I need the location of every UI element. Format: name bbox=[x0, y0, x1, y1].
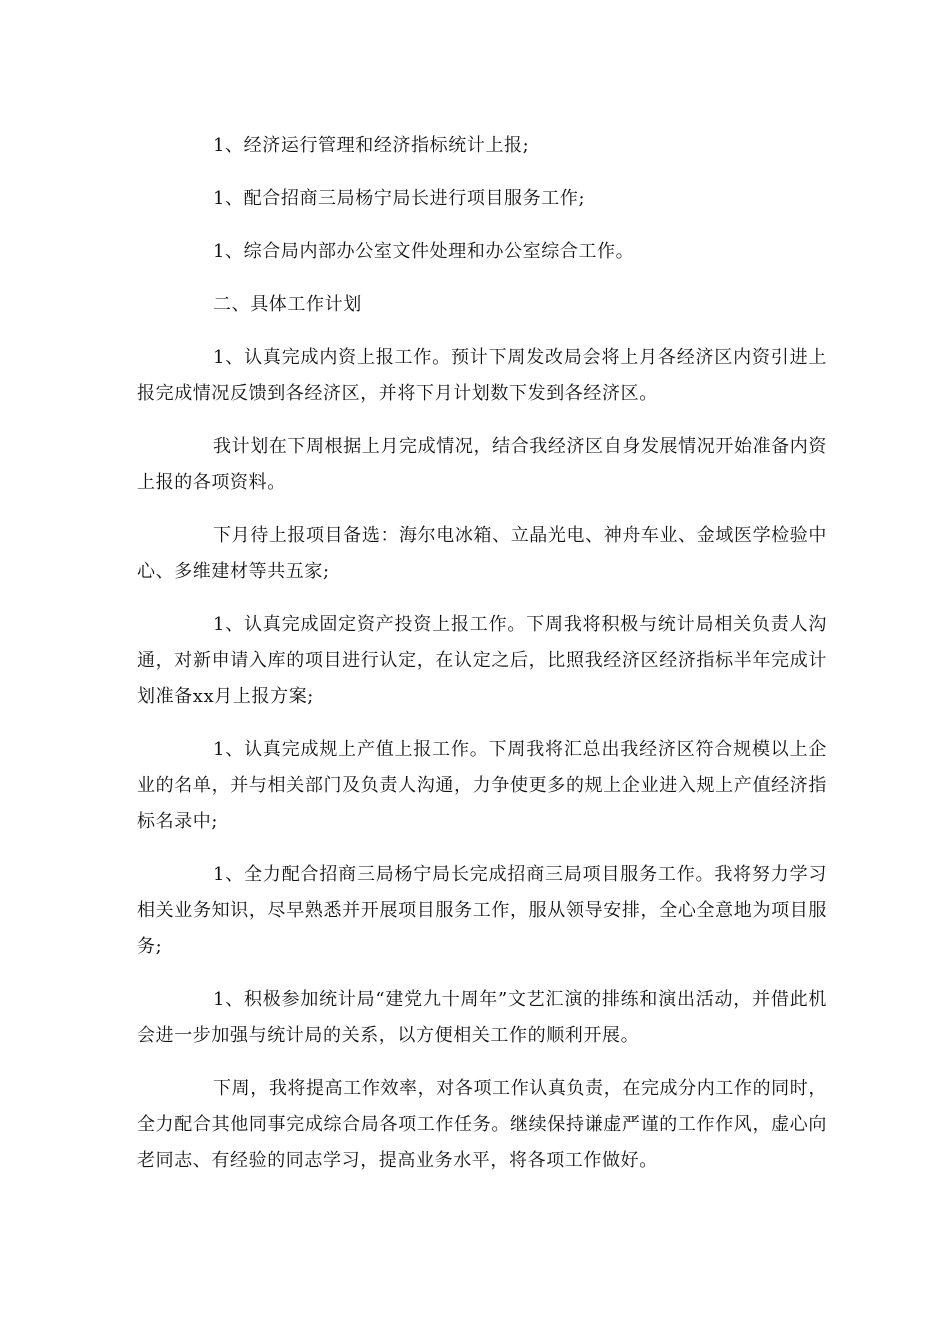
paragraph-8: 1、认真完成固定资产投资上报工作。下周我将积极与统计局相关负责人沟通，对新申请入库的项目进行认定，在认定之后，比照我经济区经济指标半年完成计划准备xx月上报方案; bbox=[137, 614, 827, 707]
paragraph-12: 下周，我将提高工作效率，对各项工作认真负责，在完成分内工作的同时，全力配合其他同事完成综合局各项工作任务。继续保持谦虚严谨的工作作风，虚心向老同志、有经验的同志学习，提高业务水平，将各项工作做好。 bbox=[137, 1078, 827, 1171]
paragraph-9: 1、认真完成规上产值上报工作。下周我将汇总出我经济区符合规模以上企业的名单，并与相关部门及负责人沟通，力争使更多的规上企业进入规上产值经济指标名录中; bbox=[137, 739, 827, 832]
paragraph-1: 1、经济运行管理和经济指标统计上报; bbox=[213, 135, 530, 156]
paragraph-11: 1、积极参加统计局“建党九十周年”文艺汇演的排练和演出活动，并借此机会进一步加强与统计局的关系，以方便相关工作的顺利开展。 bbox=[137, 989, 827, 1046]
paragraph-7: 下月待上报项目备选：海尔电冰箱、立晶光电、神舟车业、金域医学检验中心、多维建材等共五家; bbox=[137, 525, 827, 582]
paragraph-6: 我计划在下周根据上月完成情况，结合我经济区自身发展情况开始准备内资上报的各项资料。 bbox=[137, 436, 827, 493]
paragraph-10: 1、全力配合招商三局杨宁局长完成招商三局项目服务工作。我将努力学习相关业务知识，尽早熟悉并开展项目服务工作，服从领导安排，全心全意地为项目服务; bbox=[137, 864, 827, 957]
document-body bbox=[137, 128, 827, 1196]
paragraph-2: 1、配合招商三局杨宁局长进行项目服务工作; bbox=[213, 188, 586, 209]
paragraph-3: 1、综合局内部办公室文件处理和办公室综合工作。 bbox=[213, 241, 635, 262]
paragraph-5: 1、认真完成内资上报工作。预计下周发改局会将上月各经济区内资引进上报完成情况反馈到各经济区，并将下月计划数下发到各经济区。 bbox=[137, 347, 827, 404]
section-heading: 二、具体工作计划 bbox=[213, 294, 362, 315]
